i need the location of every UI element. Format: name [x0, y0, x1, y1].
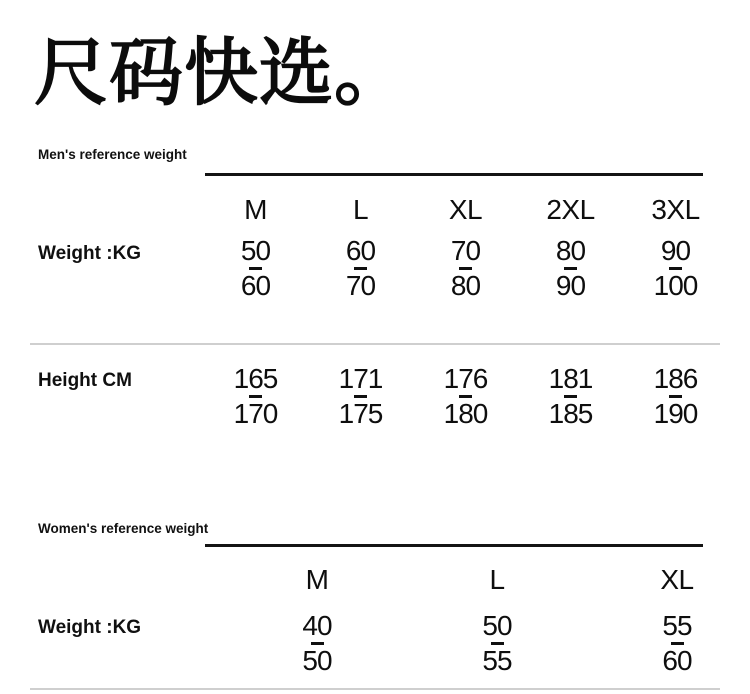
- men-weight-row-label: Weight :KG: [38, 243, 142, 264]
- men-size-col-m: M: [244, 194, 267, 225]
- men-weight-range-l: $\frac{60}{70}$: [345, 235, 376, 301]
- men-size-header-row: [203, 196, 728, 224]
- page-title: 尺码快选。: [34, 31, 409, 114]
- women-table-top-rule: [205, 544, 703, 547]
- men-height-range-l: $\frac{171}{175}$: [338, 363, 383, 429]
- men-height-range-m: $\frac{165}{170}$: [233, 363, 278, 429]
- women-size-header-row: [227, 566, 750, 594]
- women-size-col-l: L: [489, 564, 505, 595]
- men-height-range-2xl: $\frac{181}{185}$: [548, 363, 593, 429]
- men-weight-row: [203, 237, 728, 300]
- men-weight-range-2xl: $\frac{80}{90}$: [555, 235, 586, 301]
- women-size-col-m: M: [305, 564, 329, 595]
- men-weight-range-m: $\frac{50}{60}$: [240, 235, 271, 301]
- women-weight-range-xl: $\frac{55}{60}$: [662, 610, 692, 676]
- men-size-col-l: L: [352, 194, 369, 225]
- men-height-row: [203, 365, 728, 428]
- men-weight-range-3xl: $\frac{90}{100}$: [653, 235, 698, 301]
- women-section-label: Women's reference weight: [38, 521, 209, 536]
- men-size-col-xl: XL: [448, 194, 483, 225]
- men-height-range-xl: $\frac{176}{180}$: [443, 363, 488, 429]
- women-size-col-xl: XL: [660, 564, 694, 595]
- men-section-label: Men's reference weight: [38, 147, 187, 162]
- men-size-col-3xl: 3XL: [651, 194, 700, 225]
- women-weight-row-label: Weight :KG: [38, 617, 142, 638]
- men-table-top-rule: [205, 173, 703, 176]
- men-table-mid-rule: [30, 343, 720, 345]
- men-height-row-label: Height CM: [38, 370, 132, 391]
- men-height-range-3xl: $\frac{186}{190}$: [653, 363, 698, 429]
- men-size-col-2xl: 2XL: [546, 194, 595, 225]
- women-table-bottom-rule: [30, 688, 720, 690]
- women-weight-range-l: $\frac{50}{55}$: [482, 610, 512, 676]
- women-weight-range-m: $\frac{40}{50}$: [302, 610, 332, 676]
- women-weight-row: [227, 612, 750, 675]
- men-weight-range-xl: $\frac{70}{80}$: [450, 235, 481, 301]
